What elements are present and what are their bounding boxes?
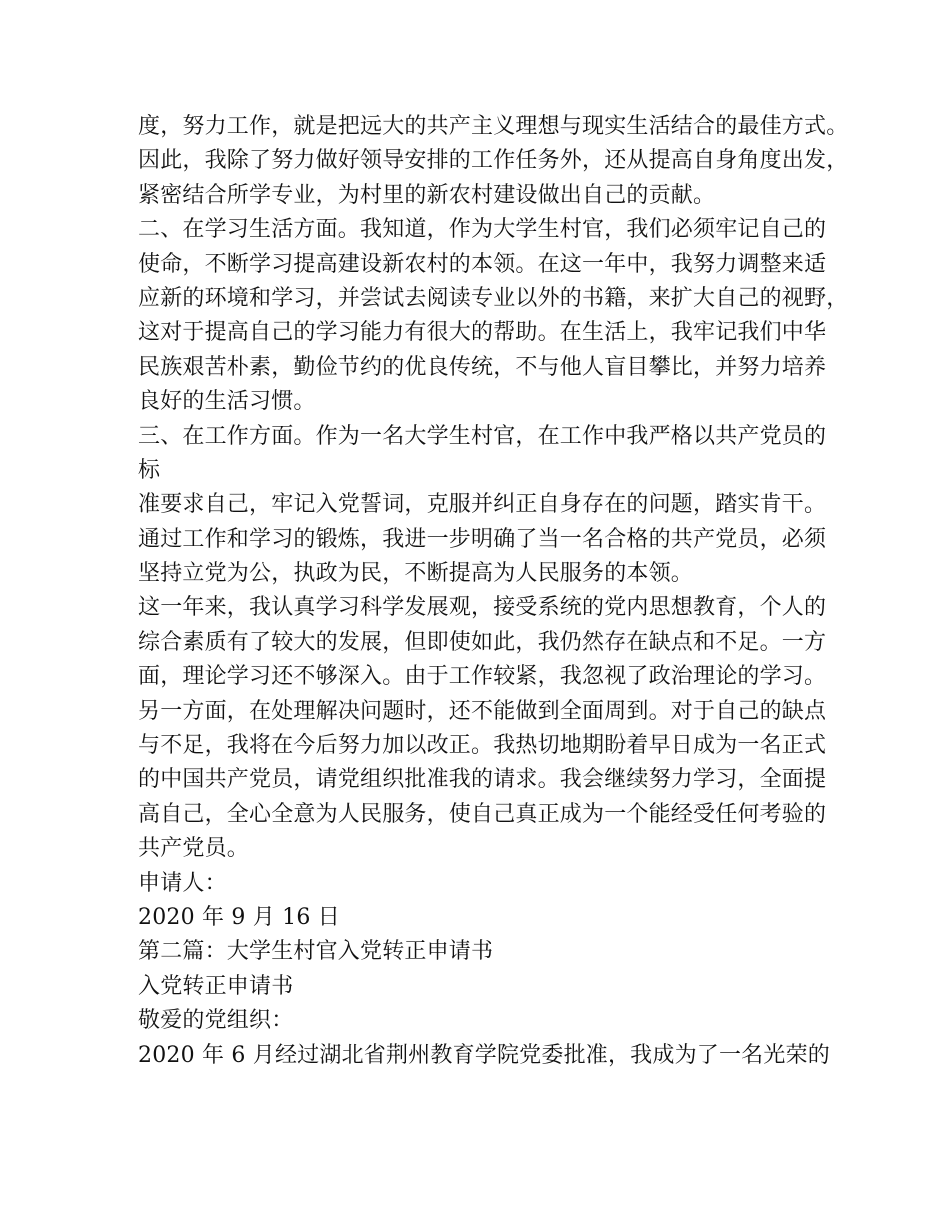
- text-line: 标: [138, 457, 161, 483]
- text-line: 2020 年 6 月经过湖北省荆州教育学院党委批准，我成为了一名光荣的: [138, 1042, 830, 1068]
- applicant-label: 申请人：: [138, 870, 227, 896]
- text-line: 高自己，全心全意为人民服务，使自己真正成为一个能经受任何考验的: [138, 801, 827, 827]
- text-line: 这一年来，我认真学习科学发展观，接受系统的党内思想教育，个人的: [138, 595, 827, 621]
- text-line: 民族艰苦朴素，勤俭节约的优良传统，不与他人盲目攀比，并努力培养: [138, 354, 827, 380]
- salutation: 敬爱的党组织：: [138, 1008, 294, 1034]
- text-line: 这对于提高自己的学习能力有很大的帮助。在生活上，我牢记我们中华: [138, 320, 827, 346]
- document-body: [138, 110, 849, 1073]
- text-line: 使命，不断学习提高建设新农村的本领。在这一年中，我努力调整来适: [138, 251, 827, 277]
- document-title: 入党转正申请书: [138, 973, 294, 999]
- text-line: 坚持立党为公，执政为民，不断提高为人民服务的本领。: [138, 561, 694, 587]
- text-line: 综合素质有了较大的发展，但即使如此，我仍然存在缺点和不足。一方: [138, 629, 827, 655]
- text-line: 通过工作和学习的锻炼，我进一步明确了当一名合格的共产党员，必须: [138, 526, 827, 552]
- text-line: 准要求自己，牢记入党誓词，克服并纠正自身存在的问题，踏实肯干。: [138, 492, 827, 518]
- text-line: 面，理论学习还不够深入。由于工作较紧，我忽视了政治理论的学习。: [138, 664, 827, 690]
- text-line: 共产党员。: [138, 836, 250, 862]
- text-line: 另一方面，在处理解决问题时，还不能做到全面周到。对于自己的缺点: [138, 698, 827, 724]
- section-heading: 第二篇：大学生村官入党转正申请书: [138, 939, 494, 965]
- text-line: 紧密结合所学专业，为村里的新农村建设做出自己的贡献。: [138, 182, 716, 208]
- date-line: 2020 年 9 月 16 日: [138, 904, 340, 930]
- text-line: 度，努力工作，就是把远大的共产主义理想与现实生活结合的最佳方式。: [138, 114, 849, 139]
- text-line: 与不足，我将在今后努力加以改正。我热切地期盼着早日成为一名正式: [138, 733, 827, 759]
- text-line: 三、在工作方面。作为一名大学生村官，在工作中我严格以共产党员的: [138, 423, 827, 449]
- text-line: 因此，我除了努力做好领导安排的工作任务外，还从提高自身角度出发，: [138, 148, 849, 174]
- text-line: 良好的生活习惯。: [138, 389, 316, 415]
- text-line: 二、在学习生活方面。我知道，作为大学生村官，我们必须牢记自己的: [138, 217, 827, 243]
- text-line: 应新的环境和学习，并尝试去阅读专业以外的书籍，来扩大自己的视野，: [138, 285, 849, 311]
- text-line: 的中国共产党员，请党组织批准我的请求。我会继续努力学习，全面提: [138, 767, 827, 793]
